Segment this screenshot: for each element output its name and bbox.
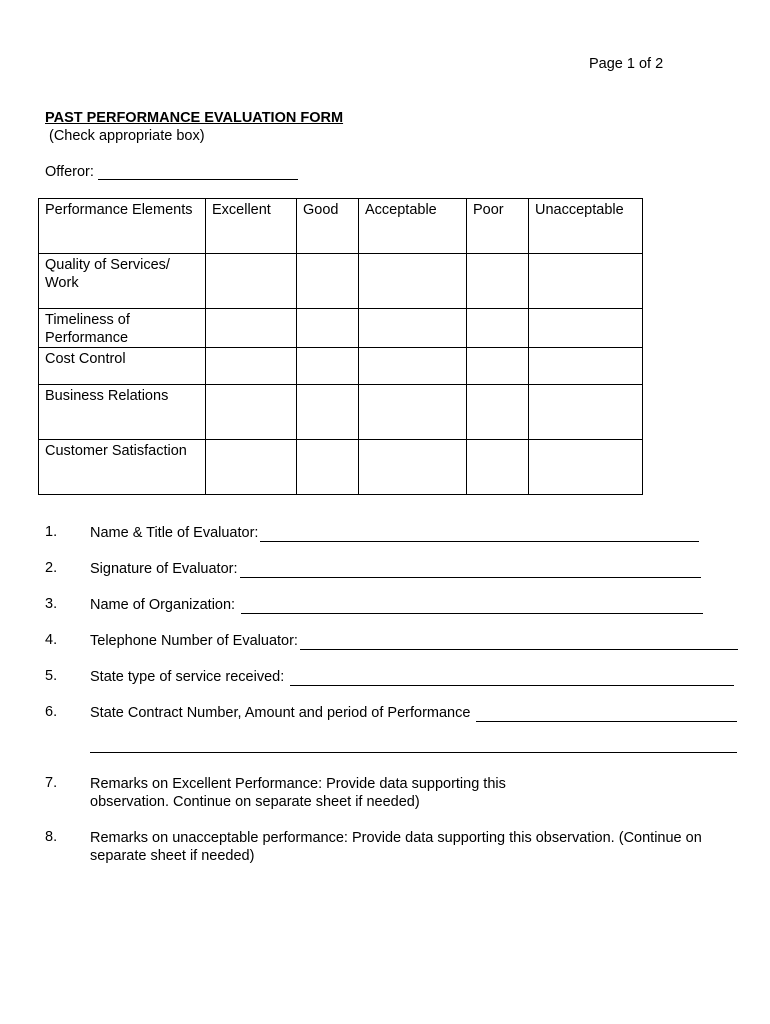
- question-4: [45, 632, 740, 652]
- question-1: [45, 524, 740, 544]
- answer-line-service-type[interactable]: [290, 671, 734, 686]
- checkbox-cell-unacceptable[interactable]: [529, 440, 643, 495]
- question-label: Remarks on Excellent Performance: Provide data supporting this observation. Continue on separate sheet if needed): [90, 776, 506, 810]
- checkbox-cell-poor[interactable]: [467, 309, 529, 348]
- header-performance-elements: Performance Elements: [39, 199, 206, 254]
- table-row: [39, 385, 643, 440]
- row-label-timeliness: Timeliness of Performance: [39, 309, 206, 348]
- question-number: 6.: [45, 704, 58, 720]
- checkbox-cell-unacceptable[interactable]: [529, 348, 643, 385]
- header-acceptable: Acceptable: [359, 199, 467, 254]
- checkbox-cell-poor[interactable]: [467, 348, 529, 385]
- table-row: [39, 309, 643, 348]
- answer-line-contract-continued[interactable]: [90, 752, 737, 753]
- checkbox-cell-excellent[interactable]: [206, 309, 297, 348]
- question-label: Name of Organization:: [90, 597, 236, 613]
- question-number: 1.: [45, 524, 58, 540]
- table-row: [39, 440, 643, 495]
- question-label: Telephone Number of Evaluator:: [90, 633, 298, 649]
- checkbox-cell-excellent[interactable]: [206, 440, 297, 495]
- row-label-cost-control: Cost Control: [39, 348, 206, 385]
- question-label: Remarks on unacceptable performance: Provide data supporting this observation. (Continue on separate sheet if needed): [90, 830, 702, 864]
- checkbox-cell-good[interactable]: [297, 440, 359, 495]
- checkbox-cell-unacceptable[interactable]: [529, 385, 643, 440]
- question-5: [45, 668, 740, 688]
- question-8: [45, 829, 740, 869]
- form-title: PAST PERFORMANCE EVALUATION FORM: [45, 110, 344, 126]
- row-label-business-relations: Business Relations: [39, 385, 206, 440]
- answer-line-signature[interactable]: [240, 563, 701, 578]
- page-number: Page 1 of 2: [589, 56, 664, 72]
- question-label: Name & Title of Evaluator:: [90, 525, 259, 541]
- header-good: Good: [297, 199, 359, 254]
- form-subtitle: (Check appropriate box): [49, 128, 205, 144]
- question-number: 2.: [45, 560, 58, 576]
- question-label: State type of service received:: [90, 669, 285, 685]
- checkbox-cell-poor[interactable]: [467, 440, 529, 495]
- offeror-label: Offeror:: [45, 164, 94, 180]
- header-poor: Poor: [467, 199, 529, 254]
- answer-line-contract[interactable]: [476, 707, 737, 722]
- question-label: State Contract Number, Amount and period of Performance: [90, 705, 471, 721]
- header-excellent: Excellent: [206, 199, 297, 254]
- question-number: 5.: [45, 668, 58, 684]
- checkbox-cell-unacceptable[interactable]: [529, 309, 643, 348]
- checkbox-cell-unacceptable[interactable]: [529, 254, 643, 309]
- checkbox-cell-good[interactable]: [297, 309, 359, 348]
- checkbox-cell-good[interactable]: [297, 254, 359, 309]
- checkbox-cell-excellent[interactable]: [206, 348, 297, 385]
- table-header-row: [39, 199, 643, 254]
- checkbox-cell-acceptable[interactable]: [359, 440, 467, 495]
- question-number: 3.: [45, 596, 58, 612]
- row-label-customer-satisfaction: Customer Satisfaction: [39, 440, 206, 495]
- table-row: [39, 254, 643, 309]
- offeror-field: [45, 164, 298, 180]
- answer-line-telephone[interactable]: [300, 635, 738, 650]
- evaluation-table: [38, 198, 643, 495]
- question-label: Signature of Evaluator:: [90, 561, 238, 577]
- checkbox-cell-acceptable[interactable]: [359, 385, 467, 440]
- question-number: 7.: [45, 775, 58, 791]
- checkbox-cell-good[interactable]: [297, 385, 359, 440]
- checkbox-cell-excellent[interactable]: [206, 254, 297, 309]
- checkbox-cell-poor[interactable]: [467, 254, 529, 309]
- row-label-quality: Quality of Services/ Work: [39, 254, 206, 309]
- checkbox-cell-excellent[interactable]: [206, 385, 297, 440]
- question-3: [45, 596, 740, 616]
- checkbox-cell-acceptable[interactable]: [359, 348, 467, 385]
- checkbox-cell-acceptable[interactable]: [359, 309, 467, 348]
- table-row: [39, 348, 643, 385]
- header-unacceptable: Unacceptable: [529, 199, 643, 254]
- answer-line-evaluator-name[interactable]: [260, 527, 699, 542]
- question-number: 8.: [45, 829, 58, 845]
- checkbox-cell-poor[interactable]: [467, 385, 529, 440]
- offeror-input-line[interactable]: [98, 165, 298, 180]
- answer-line-organization[interactable]: [241, 599, 703, 614]
- question-number: 4.: [45, 632, 58, 648]
- question-7: [45, 775, 740, 815]
- question-6: [45, 704, 740, 724]
- checkbox-cell-acceptable[interactable]: [359, 254, 467, 309]
- question-2: [45, 560, 740, 580]
- checkbox-cell-good[interactable]: [297, 348, 359, 385]
